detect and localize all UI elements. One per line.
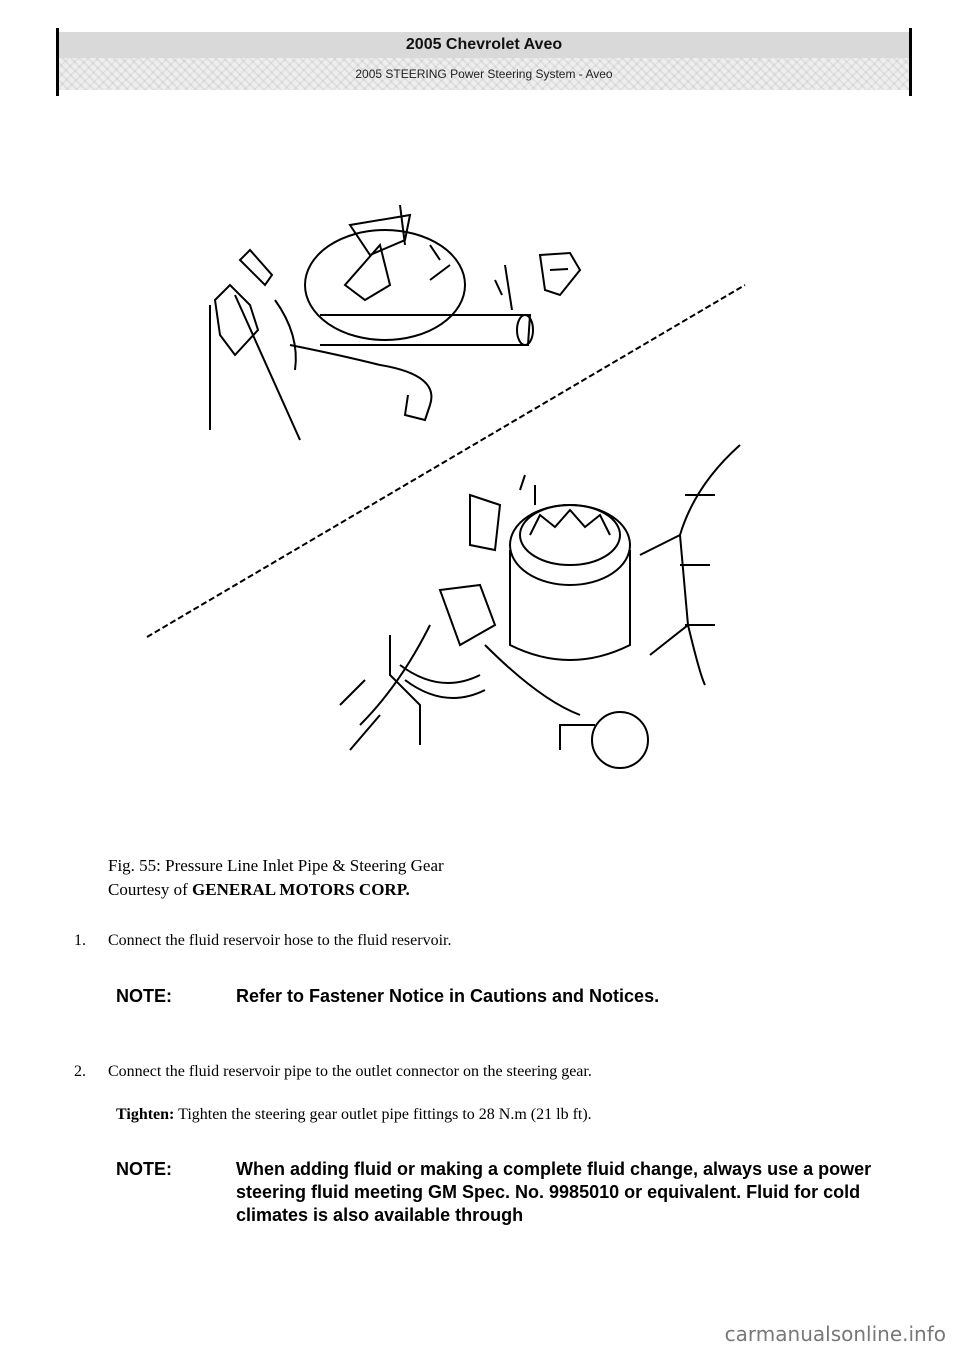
caption-line-2 (108, 878, 808, 902)
page-header (56, 28, 912, 96)
header-title: 2005 Chevrolet Aveo (59, 32, 909, 58)
watermark: carmanualsonline.info (724, 1322, 946, 1346)
separator-line (147, 285, 745, 637)
lower-detail (340, 445, 740, 768)
tighten-text: Tighten the steering gear outlet pipe fittings to 28 N.m (21 lb ft). (174, 1106, 592, 1123)
upper-detail (210, 205, 580, 440)
step-2-number: 2. (74, 1063, 86, 1080)
header-subtitle: 2005 STEERING Power Steering System - Aveo (59, 58, 909, 90)
caption-courtesy-company: GENERAL MOTORS CORP. (192, 880, 410, 899)
figure-caption (108, 854, 808, 902)
tighten-spec (116, 1104, 896, 1126)
note-2 (116, 1158, 906, 1227)
step-2-text: Connect the fluid reservoir pipe to the outlet connector on the steering gear. (108, 1063, 592, 1080)
note-2-text: When adding fluid or making a complete fluid change, always use a power steering fluid meeting GM Spec. No. 9985010 or equivalent. Fluid for cold climates is also available through (236, 1159, 872, 1225)
note-1 (116, 985, 906, 1008)
note-2-label: NOTE: (116, 1159, 172, 1179)
step-1 (74, 930, 874, 952)
note-1-label: NOTE: (116, 986, 172, 1006)
tighten-label: Tighten: (116, 1106, 175, 1123)
caption-line-1: Fig. 55: Pressure Line Inlet Pipe & Steering Gear (108, 856, 444, 875)
step-1-text: Connect the fluid reservoir hose to the fluid reservoir. (108, 932, 452, 949)
step-2 (74, 1061, 874, 1083)
note-1-text: Refer to Fastener Notice in Cautions and Notices. (236, 986, 660, 1006)
caption-courtesy-prefix: Courtesy of (108, 880, 193, 899)
steering-gear-illustration (140, 205, 760, 790)
step-1-number: 1. (74, 932, 86, 949)
